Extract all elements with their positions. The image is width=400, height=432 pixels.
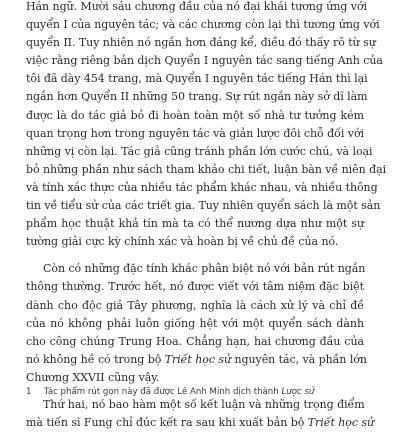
paragraph-3 (26, 396, 375, 432)
text-line: những vị còn lại. Tác giả cũng tránh phần lớn cước chú, và loại (26, 144, 373, 158)
text-line: được là do tác giả bỏ đi hoàn toàn một số nhà tư tưởng kém (26, 108, 364, 122)
text-line: việc rằng riêng bản dịch Quyển I nguyên tác sang tiếng Anh của (26, 54, 383, 68)
text-line: dành cho độc giả Tây phương, nghĩa là cách xử lý và chỉ đề (26, 298, 364, 312)
text-line: Còn có những đặc tính khác phân biệt nó với bản rút ngắn (43, 262, 366, 276)
paragraph-2 (26, 260, 367, 387)
text-line: tôi đã dày 454 trang, mà Quyển I nguyên tác tiếng Hán thì lại (26, 72, 368, 86)
footnote-text: Tác phẩm rút gọn này đã được Lê Anh Minh dịch thành (44, 387, 282, 397)
footnote-book-title: Lược sử (281, 387, 315, 397)
footnote (26, 386, 376, 398)
body-text (26, 0, 387, 432)
text-line: Thứ hai, nó bao hàm một số kết luận và những trọng điểm (43, 397, 365, 411)
text-line: quan trọng hơn trong nguyên tác và giản lược đôi chỗ đối với (26, 126, 364, 140)
text-line: quyển I của nguyên tác; và các chương còn lại thì tương ứng với (26, 18, 380, 32)
text-line: tường giải cực kỳ chính xác và hoàn bị về chủ đề của nó. (26, 235, 339, 249)
text-line: tin về tiểu sử của các triết gia. Tuy nhiên quyển sách là một sản (26, 199, 381, 213)
text-line: của nó không phải luôn giống hệt với một quyển sách dành (26, 316, 364, 330)
text-line (26, 351, 367, 369)
text-line: Hán ngữ. Mười sáu chương đầu của nó đại khái tương ứng với (26, 0, 367, 13)
text-line (26, 414, 375, 432)
text-segment: nó không hề có trong bộ (26, 352, 165, 366)
text-line: và tính xác thực của nhiều tác phẩm khác nhau, và nhiều thông (26, 180, 378, 194)
text-line: phẩm học thuật khả tín mà ta có thể nương dựa như một sự (26, 217, 364, 231)
text-line: ngắn hơn Quyển II những 50 trang. Sự rút ngắn này sở dĩ làm (26, 90, 368, 104)
book-title: Triết học sử (164, 352, 232, 366)
text-line: quyển II. Tuy nhiên nó ngắn hơn đáng kể, điều đó thấy rõ từ sự (26, 36, 376, 50)
text-line: Chương XXVII cũng vậy. (26, 370, 160, 384)
text-segment: mà tiến sĩ Fung chỉ đúc kết ra sau khi xuất bản bộ (26, 416, 308, 430)
text-line: thông thường. Trước hết, nó được viết với tâm niệm đặc biệt (26, 280, 364, 294)
text-segment: nguyên tác, và phần lớn (234, 352, 367, 366)
footnote-marker: 1 (26, 387, 32, 397)
book-title: Triết học sử (307, 416, 375, 430)
text-line: bỏ những phần như sách tham khảo chi tiết, luận bàn về niên đại (26, 162, 387, 176)
paragraph-1 (26, 0, 387, 251)
text-line: cho công chúng Trung Hoa. Chẳng hạn, hai chương đầu của (26, 334, 364, 348)
